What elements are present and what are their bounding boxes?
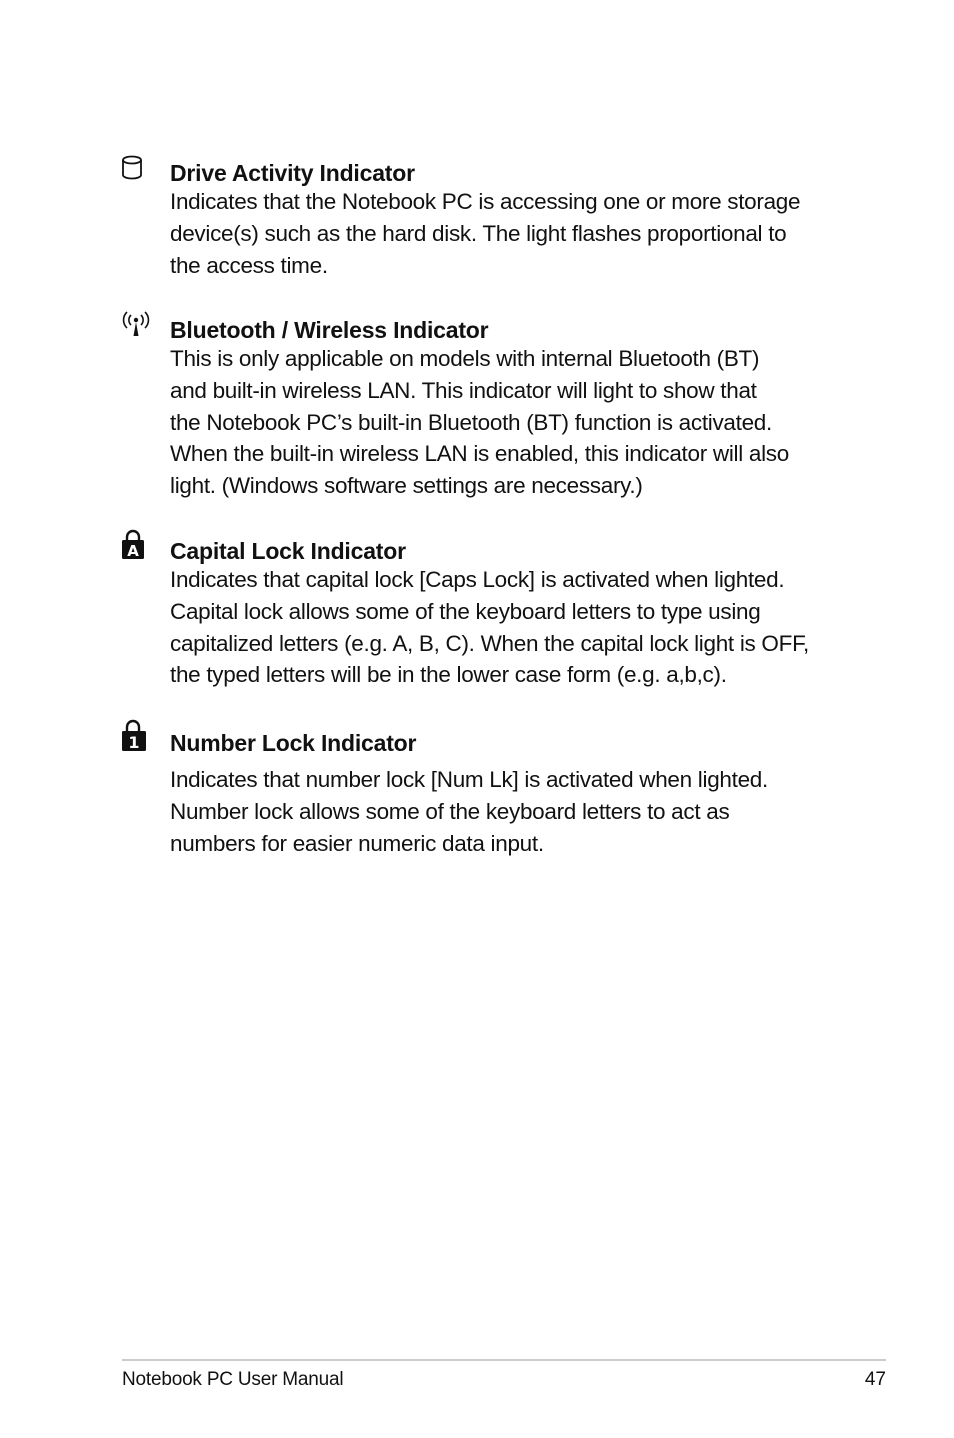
section-title: Number Lock Indicator: [170, 730, 417, 756]
footer-manual-title: Notebook PC User Manual: [122, 1369, 344, 1390]
page-number: 47: [864, 1369, 886, 1390]
capital-lock-letter: A: [127, 542, 139, 560]
drive-activity-icon: [120, 155, 150, 185]
section-title: Drive Activity Indicator: [170, 160, 415, 186]
section-description: Indicates that number lock [Num Lk] is activated when lighted. Number lock allows some of the keyboard letters to act as numbers for easier numeric data input.: [170, 767, 768, 856]
section-description: Indicates that the Notebook PC is accessing one or more storage device(s) such as the hard disk. The light flashes proportional to the access time.: [170, 189, 801, 278]
number-lock-digit: 1: [128, 733, 140, 752]
section-title: Capital Lock Indicator: [170, 538, 406, 564]
section-title: Bluetooth / Wireless Indicator: [170, 317, 489, 343]
footer-divider: [122, 1359, 886, 1361]
wireless-antenna-icon: [120, 309, 150, 339]
number-lock-icon: [120, 719, 150, 752]
section-description: This is only applicable on models with internal Bluetooth (BT) and built-in wireless LAN. This indicator will light to show that the Notebook PC’s built-in Bluetooth (BT) function is activated. When the built-in wireless LAN is enabled, this indicator will also light. (Windows software settings are necessary.): [170, 346, 789, 499]
capital-lock-icon: [120, 529, 150, 559]
section-description: Indicates that capital lock [Caps Lock] is activated when lighted. Capital lock allows some of the keyboard letters to type using capitalized letters (e.g. A, B, C). When the capital lock light is OFF, the typed letters will be in the lower case form (e.g. a,b,c).: [170, 567, 809, 688]
